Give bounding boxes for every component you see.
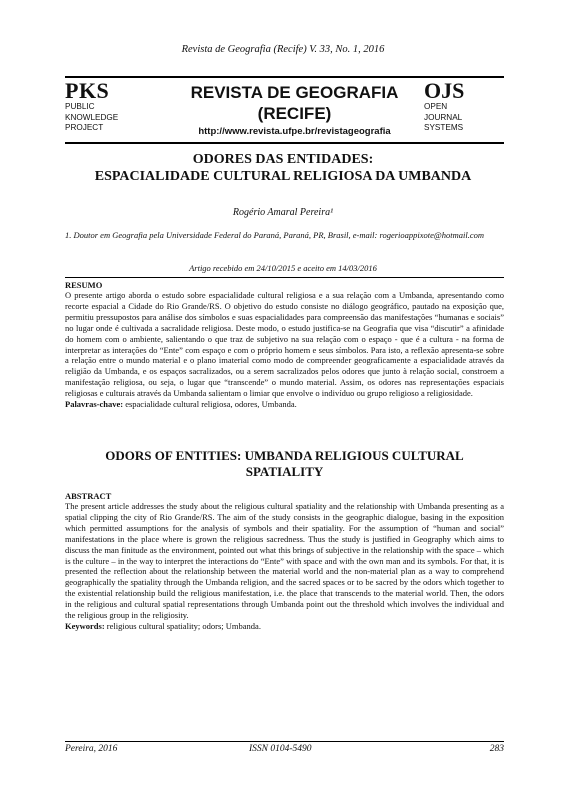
keywords-label: Palavras-chave:	[65, 399, 124, 410]
article-title-line: ESPACIALIDADE CULTURAL RELIGIOSA DA UMBANDA	[94, 169, 472, 184]
journal-masthead	[65, 76, 504, 144]
ojs-logo	[424, 80, 504, 134]
journal-title: REVISTA DE GEOGRAFIA	[190, 83, 399, 102]
abstract-heading: ABSTRACT	[65, 491, 112, 501]
author-affiliation: 1. Doutor em Geografia pela Universidade Federal do Paraná, Paraná, PR, Brasil, e-mail: rogerioappixote@hotmail.com	[65, 230, 484, 240]
journal-title-sub: (RECIFE)	[257, 104, 332, 123]
palavras-chave	[65, 399, 504, 410]
running-head: Revista de Geografia (Recife) V. 33, No. 1, 2016	[181, 44, 385, 55]
journal-url[interactable]: http://www.revista.ufpe.br/revistageografia	[198, 126, 391, 137]
resumo-text: O presente artigo aborda o estudo sobre espacialidade cultural religiosa e a sua relação com a Umbanda, apresentando como recorte espacial a Cidade do Rio Grande/RS. O objetivo do estudo consiste no diálogo geográfico, pautado na exposição que, permitiu pressupostos para análise dos símbolos e suas espacialidades para compreensão das manifestações “humanas e sociais” no lugar onde é cultivada a sacralidade religiosa. Deste modo, o estudo justifica-se na Geografia que visa “discutir” a afinidade do homem com o ambiente, salientando o que traz de subjetivo na sua relação com o espaço - que é a cultura - na forma de interpretar as interações do “Ente” com espaço e com o próprio homem e seus símbolos. Para isto, a reflexão apresenta-se sobre a relação entre o mundo material e o plano imaterial como modo de compreender geograficamente a espacialidade através da religião da Umbanda, e os espaços sacralizados, ou a serem sacralizados pelos odores que junto à relação social, constroem a manifestação religiosa, ou seja, o lugar que “transcende” o mundo material. Assim, os odores nas representações espaciais religiosas e culturais através da Umbanda salientam o limiar que envolve o indivíduo ou grupo religioso a religiosidade.	[65, 290, 504, 399]
article-title-pt	[0, 151, 566, 185]
resumo-section	[65, 277, 504, 410]
keywords-text: espacialidade cultural religiosa, odores, Umbanda.	[123, 399, 297, 410]
ojs-line: SYSTEMS	[424, 123, 464, 132]
abstract-text: The present article addresses the study about the religious cultural spatiality and the relationship with Umbanda presenting as a spatial clipping the city of Rio Grande/RS. The aim of the study consists in the geographic dialogue, basing in the exposition which permitted assumptions for the analysis of symbols and their spatiality. For the assumption of “human and social” manifestations in the place where is grown the religious sacredness. Thus the study is justified in Geography which aims to discuss the man finitude as the environment, pointed out what this brings of subjective in the relationship with the space – which is the culture – in the way to interpret the interactions do “Ente” with space and with the own man and its symbols. For that, it is presented the reflection about the relationship between the material world and the non-material plan as a way to comprehend geographically the spatiality through the Umbanda religion, and the sacred spaces or to be sacred by the odors which together to the existential relationship build the religious manifestation, i.e. the place that transcends to the material world. Then, the odors in the religious and cultural spatial representations through Umbanda point out the threshold which involves the individual and the religious group in the religiosity.	[65, 501, 504, 621]
resumo-heading: RESUMO	[65, 280, 103, 290]
keywords	[65, 621, 504, 632]
pks-line: PROJECT	[65, 123, 104, 132]
page-footer	[65, 741, 504, 754]
footer-issn: ISSN 0104-5490	[249, 744, 312, 754]
received-accepted-dates: Artigo recebido em 24/10/2015 e aceito em 14/03/2016	[189, 263, 377, 273]
journal-title-block	[165, 82, 424, 137]
pks-logo	[65, 80, 165, 134]
article-title-line: ODORES DAS ENTIDADES:	[192, 152, 374, 167]
article-title-line: SPATIALITY	[245, 464, 324, 479]
pks-line: KNOWLEDGE	[65, 112, 119, 122]
pks-line: PUBLIC	[65, 102, 95, 111]
keywords-label: Keywords:	[65, 620, 105, 631]
author-name: Rogério Amaral Pereira¹	[232, 207, 334, 218]
article-title-en	[65, 448, 504, 480]
ojs-line: OPEN	[424, 102, 448, 111]
keywords-text: religious cultural spatiality; odors; Umbanda.	[104, 620, 261, 631]
ojs-line: JOURNAL	[424, 112, 463, 122]
pks-logo-text: PKS	[65, 78, 110, 103]
page-number: 283	[489, 744, 504, 754]
abstract-section	[65, 491, 504, 632]
ojs-logo-text: OJS	[424, 78, 465, 103]
article-title-line: ODORS OF ENTITIES: UMBANDA RELIGIOUS CULTURAL	[105, 448, 464, 463]
footer-author-year: Pereira, 2016	[65, 744, 118, 754]
